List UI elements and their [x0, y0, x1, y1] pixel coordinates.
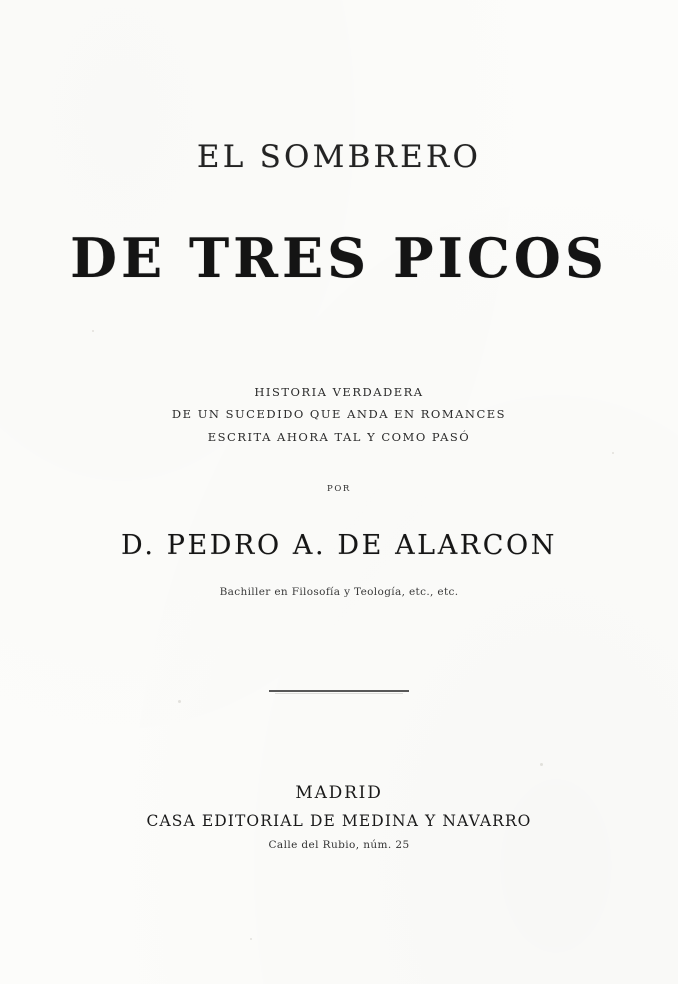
- paper-speck: [250, 938, 252, 940]
- paper-speck: [92, 330, 94, 332]
- imprint-publisher: CASA EDITORIAL DE MEDINA Y NAVARRO: [146, 812, 532, 830]
- title-line-primary: EL SOMBRERO: [196, 139, 482, 175]
- subtitle-line-3: ESCRITA AHORA TAL Y COMO PASÓ: [207, 429, 471, 444]
- subtitle-line-2: DE UN SUCEDIDO QUE ANDA EN ROMANCES: [171, 407, 507, 422]
- paper-speck: [612, 452, 614, 454]
- book-title: [0, 139, 678, 291]
- author-name: D. PEDRO A. DE ALARCON: [121, 530, 557, 561]
- title-line-secondary: DE TRES PICOS: [70, 226, 608, 291]
- paper-speck: [178, 700, 181, 703]
- subtitle: [0, 381, 678, 448]
- decorative-rule: [269, 690, 409, 692]
- author-credentials: Bachiller en Filosofía y Teología, etc., etc.: [219, 586, 459, 598]
- imprint-city: MADRID: [295, 783, 383, 803]
- imprint: [0, 783, 678, 851]
- paper-speck: [540, 763, 543, 766]
- byline-preposition: POR: [327, 484, 351, 494]
- subtitle-line-1: HISTORIA VERDADERA: [254, 385, 424, 399]
- imprint-address: Calle del Rubio, núm. 25: [268, 839, 410, 851]
